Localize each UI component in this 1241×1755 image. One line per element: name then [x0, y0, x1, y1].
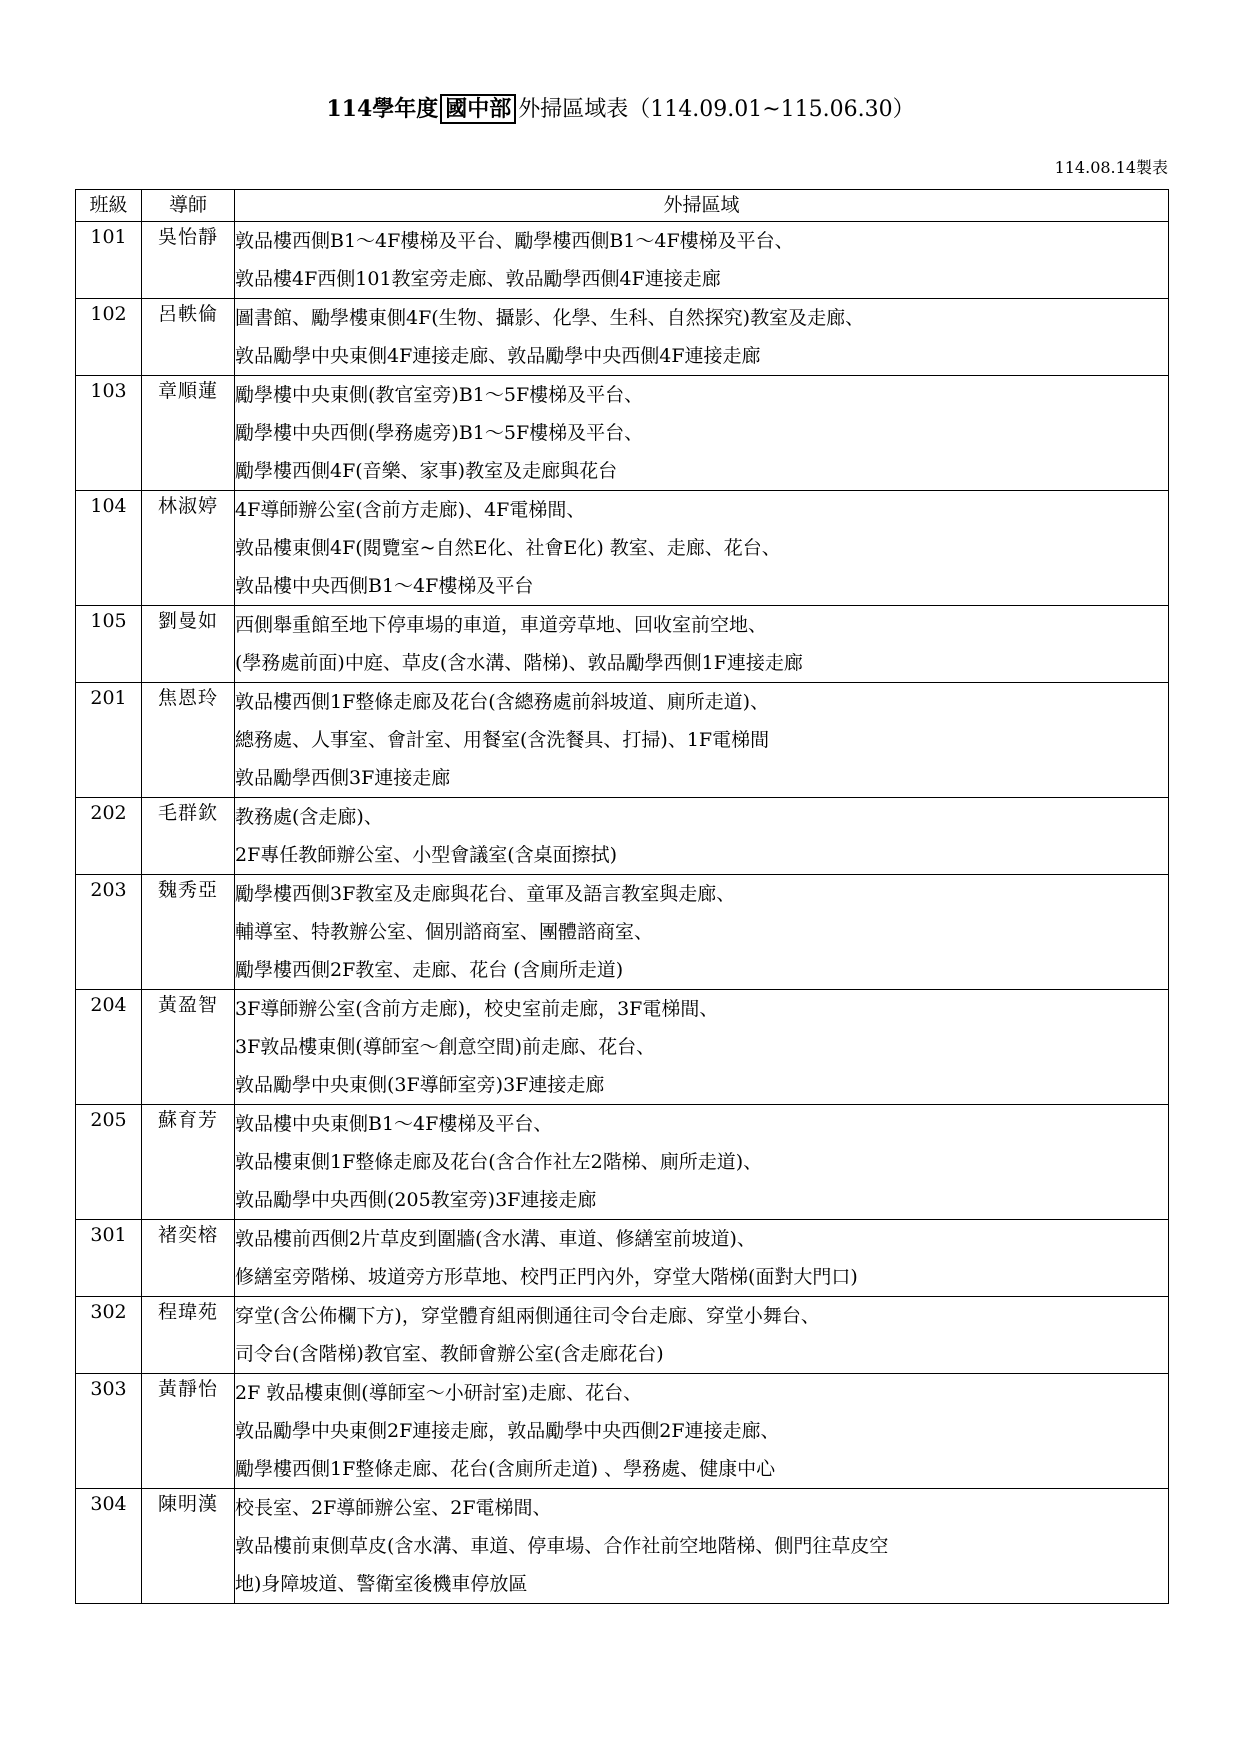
table-row	[76, 1220, 1169, 1297]
teacher-name: 焦恩玲	[142, 683, 235, 798]
area-line: 敦品樓西側1F整條走廊及花台(含總務處前斜坡道、廁所走道)、	[235, 691, 770, 713]
class-number: 301	[76, 1220, 142, 1297]
class-number: 205	[76, 1105, 142, 1220]
class-number: 303	[76, 1374, 142, 1489]
area-line: 3F導師辦公室(含前方走廊)，校史室前走廊，3F電梯間、	[235, 998, 719, 1020]
table-row	[76, 1297, 1169, 1374]
title-year: 114學年度	[326, 96, 439, 122]
class-number: 105	[76, 606, 142, 683]
area-line: 敦品樓中央西側B1～4F樓梯及平台	[235, 575, 534, 597]
area-line: 敦品勵學中央東側(3F導師室旁)3F連接走廊	[235, 1074, 605, 1096]
table-row	[76, 1489, 1169, 1604]
teacher-name: 黃靜怡	[142, 1374, 235, 1489]
cleaning-area	[235, 798, 1169, 875]
area-line: 敦品勵學中央東側4F連接走廊、敦品勵學中央西側4F連接走廊	[235, 345, 761, 367]
table-row	[76, 606, 1169, 683]
title-dept: 國中部	[440, 94, 516, 124]
cleaning-area	[235, 606, 1169, 683]
cleaning-area	[235, 1374, 1169, 1489]
area-line: 輔導室、特教辦公室、個別諮商室、團體諮商室、	[235, 921, 654, 943]
table-row	[76, 875, 1169, 990]
cleaning-area	[235, 491, 1169, 606]
area-line: 敦品勵學西側3F連接走廊	[235, 767, 451, 789]
area-line: 勵學樓西側1F整條走廊、花台(含廁所走道) 、學務處、健康中心	[235, 1458, 776, 1480]
teacher-name: 吳怡靜	[142, 222, 235, 299]
area-line: 圖書館、勵學樓東側4F(生物、攝影、化學、生科、自然探究)教室及走廊、	[235, 307, 865, 329]
area-line: 敦品樓東側4F(閱覽室~自然E化、社會E化) 教室、走廊、花台、	[235, 537, 781, 559]
area-line: 敦品勵學中央西側(205教室旁)3F連接走廊	[235, 1189, 597, 1211]
area-line: 地)身障坡道、警衛室後機車停放區	[235, 1573, 528, 1595]
teacher-name: 褚奕榕	[142, 1220, 235, 1297]
area-line: 勵學樓中央東側(教官室旁)B1～5F樓梯及平台、	[235, 384, 644, 406]
cleaning-area	[235, 990, 1169, 1105]
area-line: 司令台(含階梯)教官室、教師會辦公室(含走廊花台)	[235, 1343, 664, 1365]
title-rest: 外掃區域表（114.09.01~115.06.30）	[518, 97, 915, 122]
table-row	[76, 222, 1169, 299]
class-number: 203	[76, 875, 142, 990]
class-number: 103	[76, 376, 142, 491]
cleaning-area	[235, 1105, 1169, 1220]
table-header-row	[76, 190, 1169, 222]
page-title	[0, 92, 1241, 127]
teacher-name: 劉曼如	[142, 606, 235, 683]
cleaning-area	[235, 376, 1169, 491]
class-number: 302	[76, 1297, 142, 1374]
area-line: 2F專任教師辦公室、小型會議室(含桌面擦拭)	[235, 844, 618, 866]
area-line: 校長室、2F導師辦公室、2F電梯間、	[235, 1497, 552, 1519]
area-line: 敦品樓中央東側B1～4F樓梯及平台、	[235, 1113, 553, 1135]
header-class: 班級	[76, 190, 142, 222]
teacher-name: 程瑋苑	[142, 1297, 235, 1374]
table-row	[76, 683, 1169, 798]
table-row	[76, 990, 1169, 1105]
table-row	[76, 491, 1169, 606]
table-row	[76, 376, 1169, 491]
cleaning-area	[235, 875, 1169, 990]
cleaning-area	[235, 299, 1169, 376]
area-line: 教務處(含走廊)、	[235, 806, 383, 828]
area-line: 敦品樓西側B1～4F樓梯及平台、勵學樓西側B1～4F樓梯及平台、	[235, 230, 794, 252]
area-line: 勵學樓西側3F教室及走廊與花台、童軍及語言教室與走廊、	[235, 883, 736, 905]
area-line: 敦品樓前東側草皮(含水溝、車道、停車場、合作社前空地階梯、側門往草皮空	[235, 1535, 889, 1557]
teacher-name: 魏秀亞	[142, 875, 235, 990]
teacher-name: 呂軼倫	[142, 299, 235, 376]
cleaning-area	[235, 1489, 1169, 1604]
class-number: 101	[76, 222, 142, 299]
class-number: 204	[76, 990, 142, 1105]
area-line: 4F導師辦公室(含前方走廊)、4F電梯間、	[235, 499, 586, 521]
teacher-name: 黃盈智	[142, 990, 235, 1105]
cleaning-area	[235, 1220, 1169, 1297]
class-number: 304	[76, 1489, 142, 1604]
made-date: 114.08.14製表	[1054, 158, 1168, 177]
area-line: 穿堂(含公佈欄下方)，穿堂體育組兩側通往司令台走廊、穿堂小舞台、	[235, 1305, 820, 1327]
header-teacher: 導師	[142, 190, 235, 222]
cleaning-area	[235, 222, 1169, 299]
area-line: 3F敦品樓東側(導師室～創意空間)前走廊、花台、	[235, 1036, 656, 1058]
class-number: 104	[76, 491, 142, 606]
table-row	[76, 1105, 1169, 1220]
area-line: 勵學樓西側4F(音樂、家事)教室及走廊與花台	[235, 460, 618, 482]
table-row	[76, 1374, 1169, 1489]
class-number: 201	[76, 683, 142, 798]
cleaning-area-table	[75, 189, 1169, 1604]
teacher-name: 蘇育芳	[142, 1105, 235, 1220]
area-line: 西側舉重館至地下停車場的車道，車道旁草地、回收室前空地、	[235, 614, 768, 636]
table-body	[76, 222, 1169, 1604]
area-line: 2F 敦品樓東側(導師室～小研討室)走廊、花台、	[235, 1382, 643, 1404]
teacher-name: 章順蓮	[142, 376, 235, 491]
header-area: 外掃區域	[235, 190, 1169, 222]
cleaning-area	[235, 1297, 1169, 1374]
class-number: 102	[76, 299, 142, 376]
area-line: 勵學樓中央西側(學務處旁)B1～5F樓梯及平台、	[235, 422, 644, 444]
teacher-name: 陳明漢	[142, 1489, 235, 1604]
area-line: 敦品樓東側1F整條走廊及花台(含合作社左2階梯、廁所走道)、	[235, 1151, 763, 1173]
table-row	[76, 299, 1169, 376]
cleaning-area	[235, 683, 1169, 798]
area-line: (學務處前面)中庭、草皮(含水溝、階梯)、敦品勵學西側1F連接走廊	[235, 652, 803, 674]
teacher-name: 林淑婷	[142, 491, 235, 606]
area-line: 敦品樓前西側2片草皮到圍牆(含水溝、車道、修繕室前坡道)、	[235, 1228, 756, 1250]
area-line: 勵學樓西側2F教室、走廊、花台 (含廁所走道)	[235, 959, 624, 981]
class-number: 202	[76, 798, 142, 875]
teacher-name: 毛群欽	[142, 798, 235, 875]
area-line: 敦品樓4F西側101教室旁走廊、敦品勵學西側4F連接走廊	[235, 268, 721, 290]
area-line: 總務處、人事室、會計室、用餐室(含洗餐具、打掃)、1F電梯間	[235, 729, 770, 751]
table-row	[76, 798, 1169, 875]
area-line: 敦品勵學中央東側2F連接走廊，敦品勵學中央西側2F連接走廊、	[235, 1420, 780, 1442]
area-line: 修繕室旁階梯、坡道旁方形草地、校門正門內外，穿堂大階梯(面對大門口)	[235, 1266, 858, 1288]
